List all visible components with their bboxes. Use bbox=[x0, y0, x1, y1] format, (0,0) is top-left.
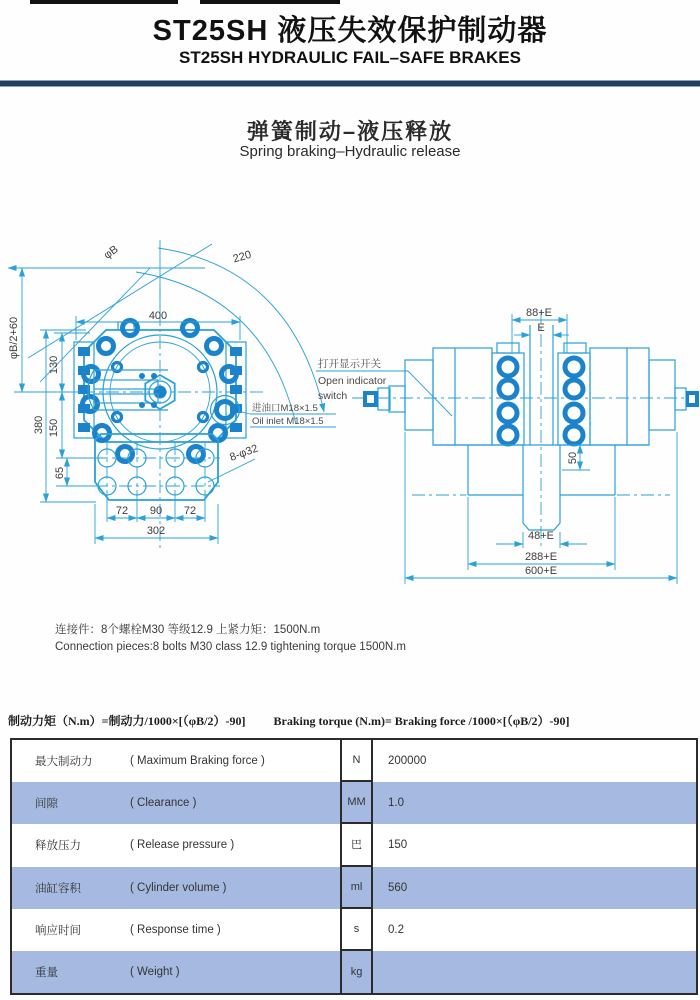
switch-label-cn: 打开显示开关 bbox=[318, 358, 381, 370]
braking-torque-formula bbox=[8, 712, 698, 729]
spec-name-cn: 油缸容积 bbox=[35, 882, 81, 895]
oil-inlet-label-cn: 进油口M18×1.5 bbox=[252, 403, 318, 414]
connection-note-en: Connection pieces:8 bolts M30 class 12.9 tightening torque 1500N.m bbox=[55, 641, 406, 653]
spec-table bbox=[10, 738, 698, 995]
oil-inlet-label-en: Oil inlet M18×1.5 bbox=[252, 416, 324, 427]
connection-note-cn: 连接件：8个螺栓M30 等级12.9 上紧力矩：1500N.m bbox=[55, 624, 321, 636]
scan-artifact-bar bbox=[200, 0, 340, 4]
spec-name-en: ( Cylinder volume ) bbox=[130, 881, 227, 894]
spec-unit: MM bbox=[340, 782, 373, 824]
spec-name-en: ( Maximum Braking force ) bbox=[130, 755, 265, 768]
table-row bbox=[12, 909, 696, 951]
dim-phi-b: φB bbox=[101, 243, 121, 262]
section-title-en: Spring braking–Hydraulic release bbox=[239, 143, 461, 160]
spec-label-cell bbox=[12, 782, 340, 824]
dim-380: 380 bbox=[33, 415, 45, 435]
technical-drawing bbox=[0, 230, 700, 620]
spec-label-cell bbox=[12, 951, 340, 993]
spec-name-en: ( Response time ) bbox=[130, 923, 221, 936]
spec-label-cell bbox=[12, 740, 340, 782]
section-title-cn: 弹簧制动–液压释放 bbox=[246, 119, 454, 144]
spec-value: 200000 bbox=[388, 755, 427, 768]
dim-150: 150 bbox=[48, 418, 60, 438]
table-row bbox=[12, 824, 696, 866]
spec-table-body bbox=[12, 740, 696, 993]
table-row bbox=[12, 867, 696, 909]
oil-inlet-port bbox=[211, 396, 240, 425]
dim-288e: 288+E bbox=[524, 551, 558, 563]
dim-130: 130 bbox=[48, 355, 60, 375]
spec-name-cn: 释放压力 bbox=[35, 840, 81, 853]
dim-220: 220 bbox=[231, 248, 253, 266]
dim-phi-b2-60: φB/2+60 bbox=[8, 316, 20, 360]
spec-value bbox=[373, 951, 696, 993]
spec-unit: ml bbox=[340, 867, 373, 909]
spec-name-cn: 最大制动力 bbox=[35, 756, 93, 769]
formula-cn: 制动力矩（N.m）=制动力/1000×[（φB/2）-90] bbox=[8, 714, 246, 728]
header-rule bbox=[0, 80, 700, 87]
dim-48e: 48+E bbox=[528, 530, 554, 542]
dim-72-right: 72 bbox=[183, 505, 197, 517]
spec-name-en: ( Weight ) bbox=[130, 966, 180, 979]
scan-artifact-bar bbox=[30, 0, 178, 4]
spec-unit: kg bbox=[340, 951, 373, 993]
switch-label-en2: switch bbox=[318, 390, 348, 402]
side-view bbox=[316, 307, 699, 584]
formula-en: Braking torque (N.m)= Braking force /1000×[（φB/2）-90] bbox=[273, 714, 570, 728]
connection-note bbox=[55, 622, 615, 656]
dim-88e: 88+E bbox=[526, 307, 552, 319]
dim-400: 400 bbox=[148, 310, 168, 322]
dim-302: 302 bbox=[146, 525, 166, 537]
spec-value: 150 bbox=[388, 839, 408, 852]
spec-name-cn: 间隙 bbox=[35, 798, 58, 811]
spec-label-cell bbox=[12, 867, 340, 909]
spec-name-en: ( Clearance ) bbox=[130, 797, 197, 810]
spec-unit: 巴 bbox=[340, 824, 373, 866]
table-row bbox=[12, 951, 696, 993]
table-row bbox=[12, 782, 696, 824]
dim-50: 50 bbox=[567, 451, 579, 465]
spec-name-cn: 重量 bbox=[35, 967, 58, 980]
switch-label-en1: Open indicator bbox=[318, 375, 387, 387]
dim-65: 65 bbox=[54, 466, 66, 480]
spec-name-en: ( Release pressure ) bbox=[130, 839, 235, 852]
table-row bbox=[12, 740, 696, 782]
spec-value: 0.2 bbox=[388, 923, 404, 936]
page-title-cn: ST25SH 液压失效保护制动器 bbox=[152, 15, 548, 47]
spec-value: 560 bbox=[388, 881, 408, 894]
dim-e: E bbox=[537, 322, 545, 334]
dim-72-left: 72 bbox=[115, 505, 129, 517]
spec-name-cn: 响应时间 bbox=[35, 924, 81, 937]
spec-unit: N bbox=[340, 740, 373, 782]
dim-90: 90 bbox=[149, 505, 163, 517]
page-title-en: ST25SH HYDRAULIC FAIL–SAFE BRAKES bbox=[179, 48, 521, 67]
dim-600e: 600+E bbox=[524, 565, 558, 577]
front-view bbox=[8, 240, 336, 552]
spec-label-cell bbox=[12, 824, 340, 866]
holes-label: 8-φ32 bbox=[228, 442, 260, 464]
spec-value: 1.0 bbox=[388, 797, 404, 810]
spec-unit: s bbox=[340, 909, 373, 951]
spec-label-cell bbox=[12, 909, 340, 951]
